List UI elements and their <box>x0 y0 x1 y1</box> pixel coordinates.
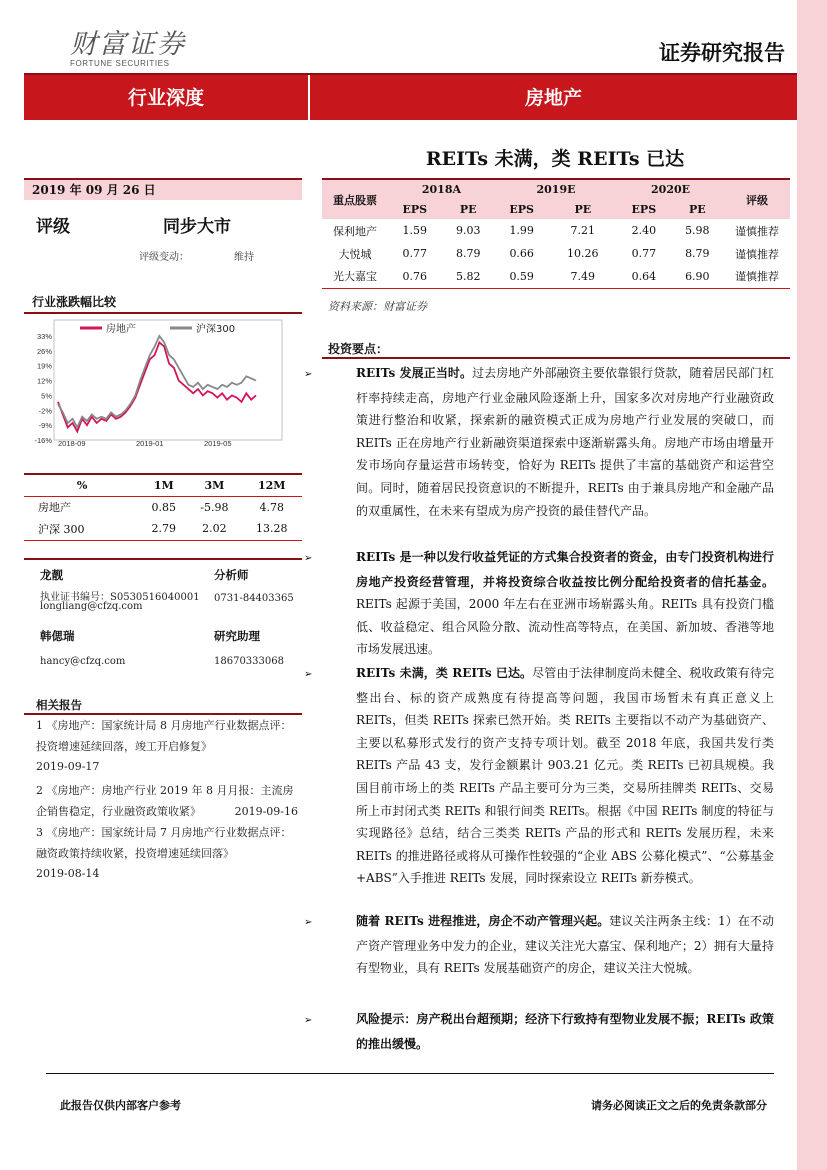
stock-value-cell: 5.98 <box>685 224 710 237</box>
perf-cell: 4.78 <box>259 500 284 514</box>
perf-header-cell: 1M <box>153 478 174 492</box>
section-rule <box>24 312 302 314</box>
investment-rule <box>322 357 790 359</box>
analyst-rule <box>24 558 302 560</box>
stock-rating-cell: 谨慎推荐 <box>735 270 779 284</box>
footer-rule <box>46 1073 774 1074</box>
analyst-2-role: 研究助理 <box>214 629 260 643</box>
metric-header: EPS <box>631 202 657 216</box>
analyst-2-email[interactable]: hancy@cfzq.com <box>40 656 126 667</box>
x-tick-label: 2019-05 <box>204 439 232 448</box>
stock-value-cell: 5.82 <box>455 269 481 283</box>
related-report-text: 2 《房地产：房地产行业 2019 年 8 月月报：主流房企销售稳定，行业融资政策收紧》 <box>36 784 294 818</box>
highlight-4-text: 建议关注两条主线：1）在不动产资产管理业务中发力的企业，建议关注光大嘉宝、保利地产；2）拥有大量持有型物业，具有 REITs 发展基础资产的房企，建议关注大悦城。 <box>356 914 774 976</box>
perf-cell: 沪深 300 <box>38 522 85 536</box>
stock-value-cell: 0.77 <box>631 247 657 260</box>
stock-value-cell: 6.90 <box>685 269 710 283</box>
stock-table-header-2 <box>322 199 790 219</box>
analyst-1-role: 分析师 <box>214 568 249 582</box>
perf-cell: 2.79 <box>151 522 176 536</box>
stock-col-header: 重点股票 <box>333 193 377 207</box>
highlight-3-text: 尽管由于法律制度尚未健全、税收政策有待完整出台、标的资产成熟度有待提高等问题，我国市场暂未有真正意义上 REITs，但类 REITs 探索已然开始。类 REITs 主要指以不动产为基础资产、主要以私募形式发行的资产支持专项计划。截至 2018 年底，我国共发行类 REITs 产品 43 支，发行金额累计 903.21 亿元。类 REITs 已初具规模。我国目前市场上的类 REITs 产品主要可分为三类，交易所挂牌类 REITs、交易所上市封闭式类 REITs 和银行间类 REITs。根据《中国 REITs 制度的特征与实现路径》总结，结合三类类 REITs 产品的形式和 REITs 发展历程，未来 REITs 的推进路径或将从可操作性较强的“企业 ABS 公募化模式”、“公募基金+ABS”入手推进 REITs 发展，同时探索设立 REITs 新券模式。 <box>356 666 774 886</box>
y-tick-label: -9% <box>38 421 52 431</box>
perf-cell: 房地产 <box>38 501 71 515</box>
metric-header: EPS <box>509 202 534 216</box>
analyst-2-name: 韩偲瑞 <box>40 629 75 643</box>
perf-table-header <box>24 474 302 496</box>
related-report-date-2 <box>36 802 298 823</box>
stock-value-cell: 8.79 <box>455 247 481 260</box>
rating-label: 评级 <box>36 217 70 237</box>
stock-value-cell: 7.21 <box>570 224 596 237</box>
key-stocks-table <box>322 178 790 289</box>
stock-value-cell: 8.79 <box>685 247 710 260</box>
related-report-item[interactable] <box>36 716 298 778</box>
arrow-bullet-icon: ➢ <box>304 917 313 928</box>
stock-value-cell: 1.59 <box>402 224 428 237</box>
stock-name-cell: 光大嘉宝 <box>333 270 377 284</box>
highlight-1-text: 过去房地产外部融资主要依靠银行贷款，随着居民部门杠杆率持续走高，房地产行业金融风险逐渐上升，国家多次对房地产行业融资政策进行整治和收紧，探索新的融资模式正成为房地产行业发展的突破口，而 REITs 正在房地产行业新融资渠道探索中逐渐崭露头角。房地产市场由增量开发市场向存量运营市场转变，恰好为 REITs 提供了丰富的基础资产和运营空间。同时，随着居民投资意识的不断提升，REITs 由于兼具房地产和金融产品的双重属性，在未来有望成为房产投资的最佳替代产品。 <box>356 366 774 518</box>
perf-cell: -5.98 <box>200 500 229 514</box>
related-report-date: 2019-09-16 <box>234 805 298 818</box>
logo-chinese: 财富证券 <box>70 29 186 60</box>
highlight-3-heading: REITs 未满，类 REITs 已达。 <box>356 666 533 680</box>
highlight-paragraph-1 <box>304 362 774 522</box>
y-tick-label: -2% <box>38 406 52 416</box>
highlight-paragraph-4 <box>304 910 774 980</box>
stock-value-cell: 0.59 <box>509 269 534 283</box>
perf-cell: 2.02 <box>202 522 227 536</box>
highlight-paragraph-5 <box>304 1008 774 1055</box>
perf-section-title: 行业涨跌幅比较 <box>32 295 117 309</box>
y-tick-label: 26% <box>36 346 52 356</box>
related-report-text: 3 《房地产：国家统计局 7 月房地产行业数据点评：融资政策持续收紧，投资增速延续回落》 <box>36 826 292 860</box>
stock-value-cell: 2.40 <box>631 224 657 237</box>
related-report-text: 1 《房地产：国家统计局 8 月房地产行业数据点评：投资增速延续回落，竣工开启修复》 <box>36 719 292 753</box>
stock-value-cell: 0.76 <box>402 269 428 283</box>
company-logo <box>70 22 200 68</box>
report-type: 证券研究报告 <box>659 40 785 65</box>
stock-rating-cell: 谨慎推荐 <box>735 247 779 261</box>
stock-value-cell: 0.66 <box>509 247 534 260</box>
stock-rating-cell: 谨慎推荐 <box>735 224 779 238</box>
legend-label: 沪深300 <box>196 324 236 335</box>
related-rule <box>24 713 302 715</box>
stock-table-header-1 <box>322 179 790 199</box>
perf-header-cell: % <box>76 478 88 492</box>
metric-header: PE <box>688 202 706 216</box>
perf-header-cell: 12M <box>257 478 286 492</box>
stock-value-cell: 1.99 <box>509 224 534 237</box>
related-report-date: 2019-09-17 <box>36 760 100 773</box>
arrow-bullet-icon: ➢ <box>304 669 313 680</box>
perf-header-cell: 3M <box>204 478 225 492</box>
investment-highlights-title: 投资要点： <box>328 342 389 356</box>
banner-right: 房地产 <box>524 87 582 109</box>
performance-table <box>24 473 302 541</box>
rating-change-value: 维持 <box>234 252 254 263</box>
y-tick-label: -16% <box>34 436 52 445</box>
stock-name-cell: 保利地产 <box>333 224 377 238</box>
stock-value-cell: 9.03 <box>455 224 481 237</box>
report-date: 2019 年 09 月 26 日 <box>24 178 302 200</box>
metric-header: PE <box>574 202 592 216</box>
risk-warning: 风险提示：房产税出台超预期；经济下行致持有型物业发展不振；REITs 政策的推出缓慢。 <box>356 1012 774 1051</box>
highlight-1-heading: REITs 发展正当时。 <box>356 366 473 380</box>
performance-chart-svg <box>30 318 298 448</box>
highlight-paragraph-2 <box>304 546 774 661</box>
report-title: REITs 未满，类 REITs 已达 <box>425 148 685 170</box>
highlight-4-heading: 随着 REITs 进程推进，房企不动产管理兴起。 <box>356 914 610 928</box>
year-header: 2020E <box>651 183 691 196</box>
banner-left: 行业深度 <box>127 87 204 109</box>
y-tick-label: 33% <box>36 332 52 341</box>
side-accent-bar <box>797 0 827 1170</box>
related-report-date: 2019-08-14 <box>36 867 100 880</box>
table-row <box>322 219 790 242</box>
footer-disclaimer-right: 请务必阅读正文之后的免责条款部分 <box>591 1099 767 1112</box>
logo-english: FORTUNE SECURITIES <box>70 59 170 68</box>
related-reports-title: 相关报告 <box>36 698 82 712</box>
arrow-bullet-icon: ➢ <box>304 553 313 564</box>
analyst-2-phone: 18670333068 <box>214 656 284 667</box>
perf-cell: 13.28 <box>255 522 288 536</box>
year-header: 2018A <box>421 183 462 196</box>
y-tick-label: 19% <box>36 361 52 371</box>
perf-cell: 0.85 <box>151 500 176 514</box>
analyst-1-email[interactable]: longliang@cfzq.com <box>40 601 143 612</box>
rating-value: 同步大市 <box>163 217 231 237</box>
related-report-item[interactable] <box>36 823 298 885</box>
footer-disclaimer-left: 此报告仅供内部客户参考 <box>60 1099 181 1112</box>
stock-value-cell: 10.26 <box>567 247 599 260</box>
table-row <box>322 265 790 288</box>
table-row <box>24 518 302 540</box>
stock-value-cell: 7.49 <box>570 269 596 283</box>
highlight-paragraph-3 <box>304 662 774 890</box>
y-tick-label: 12% <box>36 376 52 386</box>
rating-col-header: 评级 <box>746 193 768 207</box>
stock-value-cell: 0.77 <box>402 247 428 260</box>
arrow-bullet-icon: ➢ <box>304 369 313 380</box>
category-banner <box>24 73 797 120</box>
legend-label: 房地产 <box>106 324 136 335</box>
analyst-1-name: 龙靓 <box>40 568 63 582</box>
performance-chart <box>30 318 298 448</box>
highlight-2-heading: REITs 是一种以发行收益凭证的方式集合投资者的资金，由专门投资机构进行房地产投资经营管理，并将投资综合收益按比例分配给投资者的信托基金。 <box>356 550 774 589</box>
highlight-2-text: REITs 起源于美国，2000 年左右在亚洲市场崭露头角。REITs 具有投资门槛低、收益稳定、组合风险分散、流动性高等特点，在美国、新加坡、香港等地市场发展迅速。 <box>356 597 774 657</box>
y-tick-label: 5% <box>41 391 52 401</box>
rating-change-label: 评级变动： <box>139 252 189 263</box>
table-source: 资料来源：财富证券 <box>328 300 427 313</box>
year-header: 2019E <box>536 183 576 196</box>
table-row <box>24 496 302 518</box>
analyst-1-cert: 执业证书编号：S0530516040001 <box>40 592 200 603</box>
arrow-bullet-icon: ➢ <box>304 1015 313 1026</box>
x-tick-label: 2018-09 <box>58 439 86 448</box>
metric-header: PE <box>459 202 477 216</box>
analyst-1-phone: 0731-84403365 <box>214 593 294 604</box>
metric-header: EPS <box>402 202 428 216</box>
stock-name-cell: 大悦城 <box>338 247 372 261</box>
table-row <box>322 242 790 265</box>
x-tick-label: 2019-01 <box>136 439 164 448</box>
stock-value-cell: 0.64 <box>631 269 657 283</box>
